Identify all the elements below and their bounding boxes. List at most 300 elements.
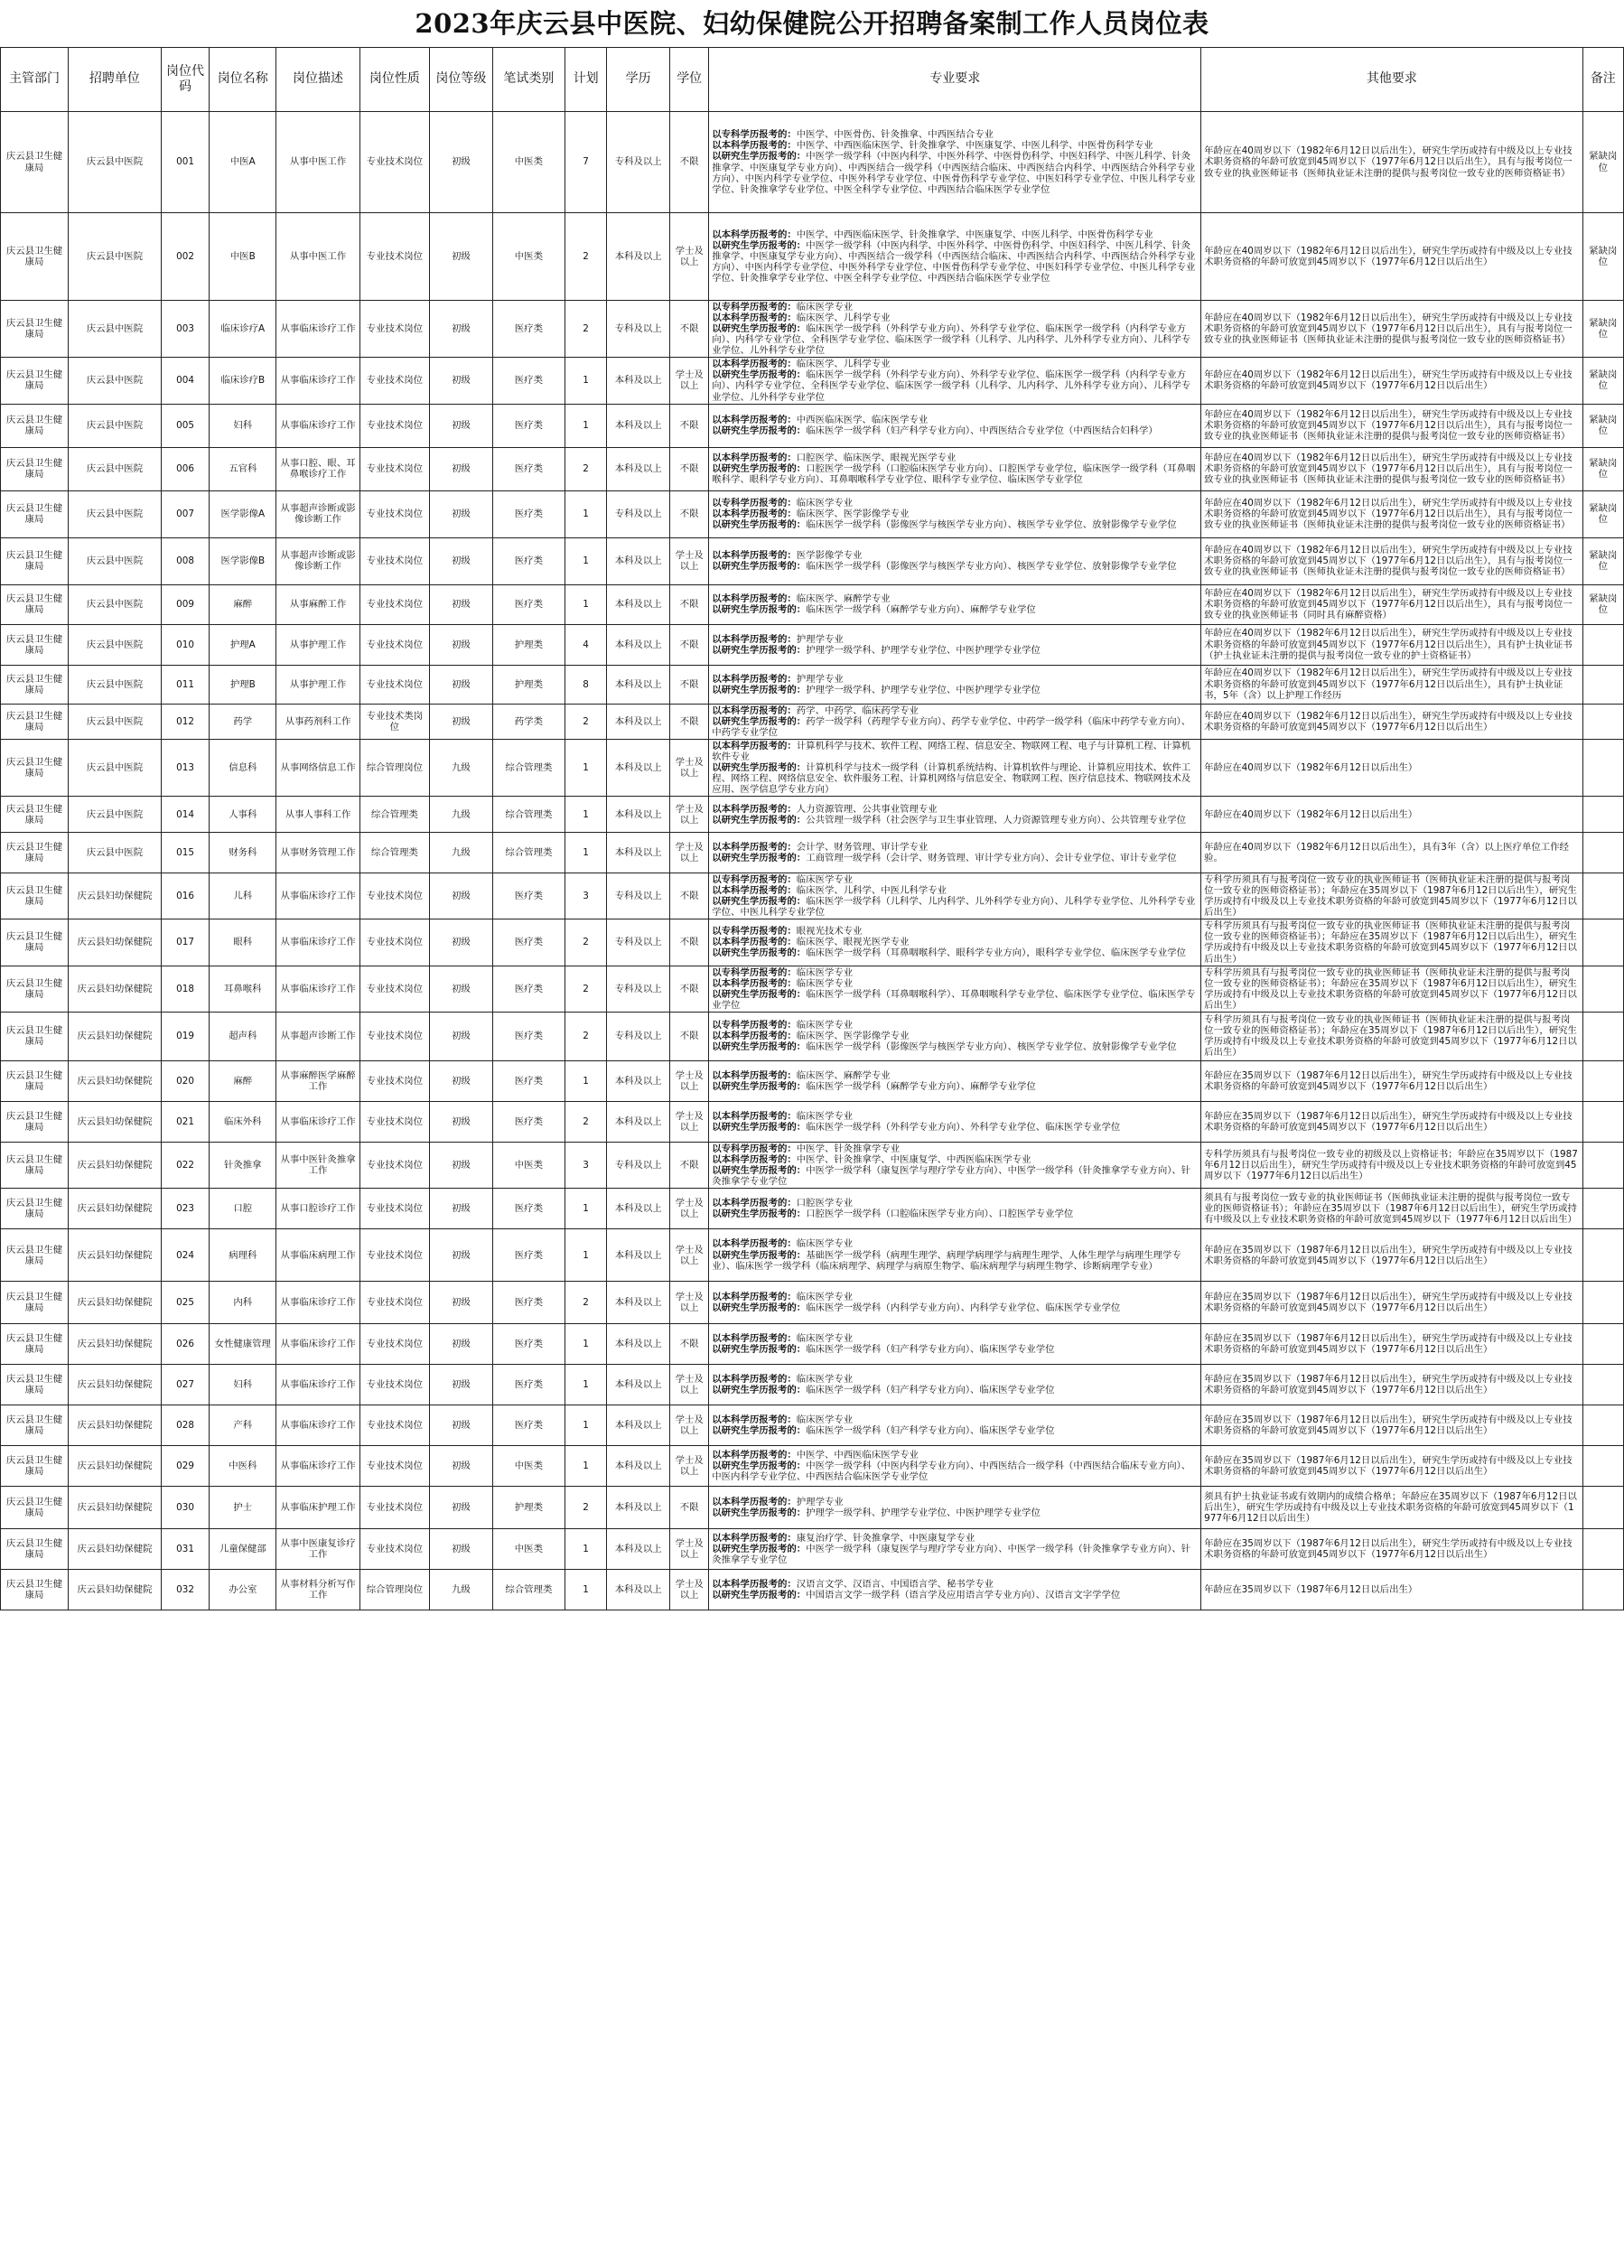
cell-note bbox=[1582, 704, 1623, 739]
column-degree-header: 学位 bbox=[670, 48, 709, 112]
cell-plan: 1 bbox=[565, 537, 606, 584]
table-row bbox=[1, 624, 1624, 665]
cell-code: 031 bbox=[161, 1529, 209, 1570]
cell-other: 专科学历须具有与报考岗位一致专业的执业医师证书（医师执业证未注册的提供与报考岗位一致专业的医师资格证书）；年龄应在35周岁以下（1987年6月12日以后出生），研究生学历或持有中级及以上专业技术职务资格的年龄可放宽到45周岁以下（1977年6月12日以后出生） bbox=[1201, 873, 1583, 919]
cell-name: 医学影像A bbox=[210, 490, 276, 537]
cell-other: 年龄应在40周岁以下（1982年6月12日以后出生），研究生学历或持有中级及以上专业技术职务资格的年龄可放宽到45周岁以下（1977年6月12日以后出生），具有护士执业证书，5年（含）以上护理工作经历 bbox=[1201, 665, 1583, 704]
cell-other: 年龄应在40周岁以下（1982年6月12日以后出生），具有3年（含）以上医疗单位工作经验。 bbox=[1201, 833, 1583, 873]
major-requirement-line bbox=[712, 674, 1198, 685]
cell-note bbox=[1582, 966, 1623, 1012]
cell-name: 五官科 bbox=[210, 447, 276, 490]
table-row bbox=[1, 1405, 1624, 1446]
cell-nature: 专业技术岗位 bbox=[359, 873, 429, 919]
major-requirement-text: 临床医学一级学科（妇产科学专业方向）、临床医学专业学位 bbox=[806, 1385, 1055, 1396]
cell-dept: 庆云县卫生健康局 bbox=[1, 1324, 69, 1365]
cell-desc: 从事网络信息工作 bbox=[276, 739, 360, 796]
cell-desc: 从事材料分析写作工作 bbox=[276, 1570, 360, 1610]
cell-edu: 专科及以上 bbox=[607, 301, 670, 358]
cell-code: 029 bbox=[161, 1446, 209, 1487]
cell-major bbox=[709, 873, 1201, 919]
major-requirement-line bbox=[712, 1122, 1198, 1133]
major-requirement-text: 临床医学专业 bbox=[796, 1414, 854, 1425]
major-requirement-line bbox=[712, 947, 1198, 958]
major-requirement-line bbox=[712, 815, 1198, 826]
cell-code: 026 bbox=[161, 1324, 209, 1365]
cell-name: 内科 bbox=[210, 1282, 276, 1324]
cell-degree: 不限 bbox=[670, 704, 709, 739]
cell-level: 初级 bbox=[429, 1446, 492, 1487]
cell-note bbox=[1582, 1012, 1623, 1060]
major-requirement-text: 临床医学一级学科（麻醉学专业方向）、麻醉学专业学位 bbox=[806, 604, 1036, 616]
major-requirement-text: 中医学、中西医临床医学专业 bbox=[796, 1449, 919, 1461]
cell-other: 年龄应在35周岁以下（1987年6月12日以后出生） bbox=[1201, 1570, 1583, 1610]
major-requirement-lead: 以本科学历报考的： bbox=[712, 1497, 797, 1507]
cell-degree: 学士及以上 bbox=[670, 739, 709, 796]
cell-level: 初级 bbox=[429, 404, 492, 447]
major-requirement-text: 临床医学、医学影像学专业 bbox=[796, 509, 910, 520]
cell-plan: 1 bbox=[565, 1529, 606, 1570]
major-requirement-line bbox=[712, 1425, 1198, 1436]
cell-other: 须具有与报考岗位一致专业的执业医师证书（医师执业证未注册的提供与报考岗位一致专业的医师资格证书）；年龄应在35周岁以下（1987年6月12日以后出生），研究生学历或持有中级及以上专业技术职务资格的年龄可放宽到45周岁以下（1977年6月12日以后出生） bbox=[1201, 1189, 1583, 1229]
major-requirement-line bbox=[712, 240, 1198, 284]
cell-name: 中医科 bbox=[210, 1446, 276, 1487]
cell-exam: 综合管理类 bbox=[492, 833, 565, 873]
cell-dept: 庆云县卫生健康局 bbox=[1, 665, 69, 704]
cell-name: 儿童保健部 bbox=[210, 1529, 276, 1570]
column-code-header: 岗位代码 bbox=[161, 48, 209, 112]
cell-name: 临床诊疗B bbox=[210, 358, 276, 404]
cell-plan: 1 bbox=[565, 1229, 606, 1282]
major-requirement-lead: 以研究生学历报考的： bbox=[712, 1302, 807, 1314]
cell-code: 007 bbox=[161, 490, 209, 537]
cell-exam: 医疗类 bbox=[492, 537, 565, 584]
cell-level: 初级 bbox=[429, 490, 492, 537]
cell-name: 产科 bbox=[210, 1405, 276, 1446]
cell-plan: 3 bbox=[565, 1142, 606, 1188]
major-requirement-text: 口腔医学专业 bbox=[796, 1198, 854, 1209]
cell-note: 紧缺岗位 bbox=[1582, 112, 1623, 213]
cell-nature: 专业技术类岗位 bbox=[359, 704, 429, 739]
cell-nature: 专业技术岗位 bbox=[359, 1142, 429, 1188]
major-requirement-line bbox=[712, 509, 1198, 519]
table-row bbox=[1, 739, 1624, 796]
cell-nature: 专业技术岗位 bbox=[359, 1529, 429, 1570]
cell-code: 005 bbox=[161, 404, 209, 447]
cell-level: 初级 bbox=[429, 1012, 492, 1060]
cell-unit: 庆云县妇幼保健院 bbox=[69, 1446, 162, 1487]
cell-edu: 专科及以上 bbox=[607, 919, 670, 966]
cell-exam: 综合管理类 bbox=[492, 739, 565, 796]
cell-desc: 从事护理工作 bbox=[276, 665, 360, 704]
cell-degree: 学士及以上 bbox=[670, 358, 709, 404]
table-row bbox=[1, 112, 1624, 213]
cell-exam: 医疗类 bbox=[492, 1012, 565, 1060]
cell-code: 016 bbox=[161, 873, 209, 919]
major-requirement-text: 临床医学一级学科（耳鼻咽喉科学、眼科学专业方向），眼科学专业学位、临床医学专业学位 bbox=[806, 947, 1186, 959]
major-requirement-lead: 以专科学历报考的： bbox=[712, 129, 797, 141]
cell-unit: 庆云县妇幼保健院 bbox=[69, 1101, 162, 1142]
major-requirement-text: 基础医学一级学科（病理生理学、病理学病理学与病理生理学、人体生理学与病理生理学专业）、临床医学一级学科（临床病理学、病理学与病原生物学、临床病理学与病理生物学、诊断病理学专业） bbox=[712, 1249, 1181, 1272]
cell-desc: 从事临床诊疗工作 bbox=[276, 1446, 360, 1487]
cell-level: 初级 bbox=[429, 447, 492, 490]
cell-major bbox=[709, 358, 1201, 404]
major-requirement-text: 临床医学、麻醉学专业 bbox=[796, 1069, 891, 1081]
major-requirement-lead: 以研究生学历报考的： bbox=[712, 1164, 807, 1176]
major-requirement-line bbox=[712, 967, 1198, 978]
major-requirement-line bbox=[712, 1292, 1198, 1302]
cell-edu: 专科及以上 bbox=[607, 490, 670, 537]
cell-major bbox=[709, 704, 1201, 739]
cell-dept: 庆云县卫生健康局 bbox=[1, 1446, 69, 1487]
cell-degree: 不限 bbox=[670, 1324, 709, 1365]
cell-nature: 专业技术岗位 bbox=[359, 624, 429, 665]
cell-major bbox=[709, 919, 1201, 966]
cell-plan: 1 bbox=[565, 797, 606, 833]
cell-name: 中医B bbox=[210, 213, 276, 301]
major-requirement-lead: 以研究生学历报考的： bbox=[712, 684, 807, 695]
major-requirement-lead: 以研究生学历报考的： bbox=[712, 1425, 807, 1437]
cell-level: 初级 bbox=[429, 301, 492, 358]
cell-edu: 本科及以上 bbox=[607, 739, 670, 796]
cell-plan: 2 bbox=[565, 447, 606, 490]
major-requirement-text: 公共管理一级学科（社会医学与卫生事业管理、人力资源管理专业方向）、公共管理专业学位 bbox=[806, 814, 1186, 826]
cell-degree: 不限 bbox=[670, 966, 709, 1012]
cell-major bbox=[709, 1365, 1201, 1405]
cell-degree: 不限 bbox=[670, 665, 709, 704]
cell-other: 年龄应在40周岁以下（1982年6月12日以后出生），研究生学历或持有中级及以上专业技术职务资格的年龄可放宽到45周岁以下（1977年6月12日以后出生） bbox=[1201, 704, 1583, 739]
cell-desc: 从事临床诊疗工作 bbox=[276, 873, 360, 919]
cell-name: 妇科 bbox=[210, 1365, 276, 1405]
major-requirement-line bbox=[712, 645, 1198, 656]
cell-level: 初级 bbox=[429, 1529, 492, 1570]
cell-edu: 专科及以上 bbox=[607, 873, 670, 919]
major-requirement-lead: 以研究生学历报考的： bbox=[712, 239, 807, 251]
major-requirement-text: 临床医学、麻醉学专业 bbox=[796, 593, 891, 604]
cell-code: 010 bbox=[161, 624, 209, 665]
cell-desc: 从事临床诊疗工作 bbox=[276, 1282, 360, 1324]
cell-code: 006 bbox=[161, 447, 209, 490]
cell-degree: 学士及以上 bbox=[670, 1101, 709, 1142]
major-requirement-lead: 以研究生学历报考的： bbox=[712, 604, 807, 616]
cell-nature: 专业技术岗位 bbox=[359, 1101, 429, 1142]
cell-plan: 1 bbox=[565, 1446, 606, 1487]
cell-level: 初级 bbox=[429, 1060, 492, 1101]
major-requirement-line bbox=[712, 1414, 1198, 1425]
cell-code: 001 bbox=[161, 112, 209, 213]
cell-major bbox=[709, 1446, 1201, 1487]
major-requirement-lead: 以研究生学历报考的： bbox=[712, 1590, 807, 1601]
major-requirement-line bbox=[712, 1450, 1198, 1461]
table-row bbox=[1, 1324, 1624, 1365]
major-requirement-lead: 以本科学历报考的： bbox=[712, 633, 797, 645]
cell-level: 初级 bbox=[429, 1365, 492, 1405]
table-row bbox=[1, 704, 1624, 739]
major-requirement-line bbox=[712, 1209, 1198, 1219]
cell-exam: 药学类 bbox=[492, 704, 565, 739]
cell-nature: 综合管理类 bbox=[359, 797, 429, 833]
major-requirement-line bbox=[712, 1302, 1198, 1313]
cell-edu: 本科及以上 bbox=[607, 665, 670, 704]
major-requirement-text: 临床医学专业 bbox=[796, 1020, 854, 1031]
cell-note bbox=[1582, 1405, 1623, 1446]
cell-exam: 医疗类 bbox=[492, 584, 565, 624]
cell-degree: 不限 bbox=[670, 1012, 709, 1060]
cell-unit: 庆云县中医院 bbox=[69, 490, 162, 537]
cell-nature: 专业技术岗位 bbox=[359, 404, 429, 447]
cell-edu: 本科及以上 bbox=[607, 1060, 670, 1101]
cell-desc: 从事麻醉医学麻醉工作 bbox=[276, 1060, 360, 1101]
cell-level: 初级 bbox=[429, 1282, 492, 1324]
cell-other: 年龄应在35周岁以下（1987年6月12日以后出生），研究生学历或持有中级及以上专业技术职务资格的年龄可放宽到45周岁以下（1977年6月12日以后出生） bbox=[1201, 1282, 1583, 1324]
cell-name: 人事科 bbox=[210, 797, 276, 833]
major-requirement-line bbox=[712, 634, 1198, 645]
major-requirement-text: 护理学专业 bbox=[796, 1497, 844, 1507]
cell-level: 九级 bbox=[429, 797, 492, 833]
cell-note bbox=[1582, 797, 1623, 833]
major-requirement-line bbox=[712, 762, 1198, 795]
cell-major bbox=[709, 1282, 1201, 1324]
cell-level: 初级 bbox=[429, 1405, 492, 1446]
cell-unit: 庆云县妇幼保健院 bbox=[69, 1570, 162, 1610]
major-requirement-line bbox=[712, 842, 1198, 853]
major-requirement-text: 护理学一级学科、护理学专业学位、中医护理学专业学位 bbox=[806, 644, 1041, 656]
cell-edu: 本科及以上 bbox=[607, 1101, 670, 1142]
major-requirement-lead: 以本科学历报考的： bbox=[712, 593, 797, 604]
cell-major bbox=[709, 739, 1201, 796]
cell-nature: 专业技术岗位 bbox=[359, 1012, 429, 1060]
cell-desc: 从事临床诊疗工作 bbox=[276, 919, 360, 966]
cell-desc: 从事临床诊疗工作 bbox=[276, 301, 360, 358]
major-requirement-lead: 以研究生学历报考的： bbox=[712, 1385, 807, 1396]
major-requirement-line bbox=[712, 302, 1198, 313]
major-requirement-lead: 以本科学历报考的： bbox=[712, 740, 797, 751]
major-requirement-line bbox=[712, 323, 1198, 356]
cell-desc: 从事人事科工作 bbox=[276, 797, 360, 833]
cell-edu: 本科及以上 bbox=[607, 447, 670, 490]
table-row bbox=[1, 404, 1624, 447]
major-requirement-line bbox=[712, 885, 1198, 896]
major-requirement-line bbox=[712, 1111, 1198, 1122]
major-requirement-lead: 以本科学历报考的： bbox=[712, 705, 797, 716]
cell-unit: 庆云县中医院 bbox=[69, 584, 162, 624]
major-requirement-line bbox=[712, 705, 1198, 716]
major-requirement-text: 中医学、中医骨伤、针灸推拿、中西医结合专业 bbox=[796, 129, 994, 141]
cell-exam: 医疗类 bbox=[492, 1189, 565, 1229]
cell-nature: 专业技术岗位 bbox=[359, 537, 429, 584]
cell-name: 临床外科 bbox=[210, 1101, 276, 1142]
cell-exam: 医疗类 bbox=[492, 1365, 565, 1405]
major-requirement-lead: 以本科学历报考的： bbox=[712, 1198, 797, 1209]
column-nature-header: 岗位性质 bbox=[359, 48, 429, 112]
cell-dept: 庆云县卫生健康局 bbox=[1, 919, 69, 966]
major-requirement-lead: 以本科学历报考的： bbox=[712, 1238, 797, 1250]
cell-unit: 庆云县妇幼保健院 bbox=[69, 1405, 162, 1446]
cell-dept: 庆云县卫生健康局 bbox=[1, 1405, 69, 1446]
cell-major bbox=[709, 1405, 1201, 1446]
cell-desc: 从事临床诊疗工作 bbox=[276, 1324, 360, 1365]
cell-exam: 综合管理类 bbox=[492, 797, 565, 833]
major-requirement-text: 临床医学一级学科（外科学专业方向）、外科学专业学位、临床医学一级学科（内科学专业方向）、内科学专业学位、全科医学专业学位、临床医学一级学科（儿科学、儿内科学、儿外科学专业方向）、儿科学专业学位、儿外科学专业学位 bbox=[712, 369, 1191, 403]
major-requirement-text: 口腔医学一级学科（口腔临床医学专业方向）、口腔医学专业学位 bbox=[806, 1209, 1074, 1220]
cell-level: 九级 bbox=[429, 739, 492, 796]
cell-level: 初级 bbox=[429, 665, 492, 704]
cell-nature: 专业技术岗位 bbox=[359, 1446, 429, 1487]
cell-level: 初级 bbox=[429, 358, 492, 404]
major-requirement-text: 会计学、财务管理、审计学专业 bbox=[796, 842, 929, 853]
cell-code: 020 bbox=[161, 1060, 209, 1101]
cell-degree: 不限 bbox=[670, 919, 709, 966]
cell-nature: 专业技术岗位 bbox=[359, 966, 429, 1012]
cell-edu: 本科及以上 bbox=[607, 213, 670, 301]
cell-exam: 医疗类 bbox=[492, 358, 565, 404]
major-requirement-line bbox=[712, 425, 1198, 436]
column-major-header: 专业要求 bbox=[709, 48, 1201, 112]
cell-note bbox=[1582, 1060, 1623, 1101]
cell-unit: 庆云县中医院 bbox=[69, 739, 162, 796]
cell-unit: 庆云县中医院 bbox=[69, 404, 162, 447]
major-requirement-text: 中医学一级学科（中医内科学专业方向）、中西医结合一级学科（中西医结合临床专业方向）、中医内科学专业学位、中西医结合临床医学专业学位 bbox=[712, 1461, 1191, 1483]
cell-desc: 从事临床护理工作 bbox=[276, 1487, 360, 1529]
cell-note bbox=[1582, 1570, 1623, 1610]
cell-major bbox=[709, 1229, 1201, 1282]
cell-unit: 庆云县中医院 bbox=[69, 537, 162, 584]
major-requirement-line bbox=[712, 1250, 1198, 1272]
cell-major bbox=[709, 833, 1201, 873]
major-requirement-line bbox=[712, 498, 1198, 509]
major-requirement-line bbox=[712, 140, 1198, 151]
major-requirement-text: 康复治疗学、针灸推拿学、中医康复学专业 bbox=[796, 1532, 975, 1544]
cell-edu: 本科及以上 bbox=[607, 624, 670, 665]
cell-degree: 不限 bbox=[670, 404, 709, 447]
major-requirement-lead: 以研究生学历报考的： bbox=[712, 1507, 807, 1519]
cell-plan: 1 bbox=[565, 1189, 606, 1229]
table-row bbox=[1, 966, 1624, 1012]
major-requirement-lead: 以研究生学历报考的： bbox=[712, 715, 807, 727]
table-row bbox=[1, 1229, 1624, 1282]
column-name-header: 岗位名称 bbox=[210, 48, 276, 112]
cell-other: 专科学历须具有与报考岗位一致专业的执业医师证书（医师执业证未注册的提供与报考岗位一致专业的医师资格证书）；年龄应在35周岁以下（1987年6月12日以后出生），研究生学历或持有中级及以上专业技术职务资格的年龄可放宽到45周岁以下（1977年6月12日以后出生） bbox=[1201, 1012, 1583, 1060]
cell-level: 初级 bbox=[429, 919, 492, 966]
cell-note bbox=[1582, 1446, 1623, 1487]
cell-dept: 庆云县卫生健康局 bbox=[1, 584, 69, 624]
cell-desc: 从事临床诊疗工作 bbox=[276, 404, 360, 447]
cell-major bbox=[709, 213, 1201, 301]
cell-edu: 专科及以上 bbox=[607, 112, 670, 213]
major-requirement-lead: 以研究生学历报考的： bbox=[712, 988, 807, 1000]
cell-nature: 综合管理岗位 bbox=[359, 739, 429, 796]
major-requirement-lead: 以本科学历报考的： bbox=[712, 1110, 797, 1122]
table-row bbox=[1, 213, 1624, 301]
cell-note: 紧缺岗位 bbox=[1582, 404, 1623, 447]
cell-major bbox=[709, 1324, 1201, 1365]
cell-desc: 从事超声诊断或影像诊断工作 bbox=[276, 537, 360, 584]
cell-other: 年龄应在35周岁以下（1987年6月12日以后出生），研究生学历或持有中级及以上专业技术职务资格的年龄可放宽到45周岁以下（1977年6月12日以后出生） bbox=[1201, 1229, 1583, 1282]
major-requirement-lead: 以本科学历报考的： bbox=[712, 452, 797, 463]
cell-name: 口腔 bbox=[210, 1189, 276, 1229]
major-requirement-lead: 以本科学历报考的： bbox=[712, 1374, 797, 1385]
major-requirement-lead: 以本科学历报考的： bbox=[712, 1579, 797, 1590]
cell-dept: 庆云县卫生健康局 bbox=[1, 739, 69, 796]
major-requirement-lead: 以研究生学历报考的： bbox=[712, 519, 807, 531]
cell-degree: 学士及以上 bbox=[670, 1570, 709, 1610]
cell-degree: 学士及以上 bbox=[670, 1189, 709, 1229]
cell-dept: 庆云县卫生健康局 bbox=[1, 1282, 69, 1324]
major-requirement-line bbox=[712, 229, 1198, 240]
cell-desc: 从事临床诊疗工作 bbox=[276, 1365, 360, 1405]
column-desc-header: 岗位描述 bbox=[276, 48, 360, 112]
cell-edu: 本科及以上 bbox=[607, 404, 670, 447]
cell-name: 耳鼻喉科 bbox=[210, 966, 276, 1012]
cell-major bbox=[709, 1487, 1201, 1529]
cell-desc: 从事麻醉工作 bbox=[276, 584, 360, 624]
major-requirement-lead: 以研究生学历报考的： bbox=[712, 369, 807, 381]
cell-desc: 从事超声诊断工作 bbox=[276, 1012, 360, 1060]
cell-plan: 2 bbox=[565, 1282, 606, 1324]
cell-note bbox=[1582, 1189, 1623, 1229]
cell-desc: 从事中医康复诊疗工作 bbox=[276, 1529, 360, 1570]
major-requirement-line bbox=[712, 151, 1198, 194]
cell-note: 紧缺岗位 bbox=[1582, 213, 1623, 301]
major-requirement-text: 临床医学、医学影像学专业 bbox=[796, 1031, 910, 1042]
cell-dept: 庆云县卫生健康局 bbox=[1, 1529, 69, 1570]
cell-note: 紧缺岗位 bbox=[1582, 301, 1623, 358]
cell-desc: 从事护理工作 bbox=[276, 624, 360, 665]
major-requirement-line bbox=[712, 926, 1198, 937]
cell-other: 年龄应在35周岁以下（1987年6月12日以后出生），研究生学历或持有中级及以上专业技术职务资格的年龄可放宽到45周岁以下（1977年6月12日以后出生） bbox=[1201, 1101, 1583, 1142]
cell-name: 医学影像B bbox=[210, 537, 276, 584]
major-requirement-line bbox=[712, 1544, 1198, 1565]
major-requirement-lead: 以本科学历报考的： bbox=[712, 673, 797, 685]
major-requirement-line bbox=[712, 1081, 1198, 1092]
major-requirement-lead: 以本科学历报考的： bbox=[712, 140, 797, 152]
cell-degree: 学士及以上 bbox=[670, 1529, 709, 1570]
cell-code: 002 bbox=[161, 213, 209, 301]
cell-code: 003 bbox=[161, 301, 209, 358]
cell-major bbox=[709, 1012, 1201, 1060]
major-requirement-lead: 以研究生学历报考的： bbox=[712, 425, 807, 437]
cell-exam: 医疗类 bbox=[492, 1060, 565, 1101]
major-requirement-lead: 以研究生学历报考的： bbox=[712, 323, 807, 335]
cell-desc: 从事临床诊疗工作 bbox=[276, 1405, 360, 1446]
cell-desc: 从事药剂科工作 bbox=[276, 704, 360, 739]
cell-name: 中医A bbox=[210, 112, 276, 213]
cell-degree: 不限 bbox=[670, 1487, 709, 1529]
major-requirement-text: 临床医学、儿科学专业 bbox=[796, 359, 891, 370]
major-requirement-lead: 以专科学历报考的： bbox=[712, 497, 797, 509]
cell-edu: 本科及以上 bbox=[607, 1529, 670, 1570]
recruitment-table bbox=[0, 47, 1624, 1610]
major-requirement-text: 临床医学专业 bbox=[796, 874, 854, 886]
cell-unit: 庆云县妇幼保健院 bbox=[69, 1142, 162, 1188]
cell-edu: 本科及以上 bbox=[607, 584, 670, 624]
cell-name: 财务科 bbox=[210, 833, 276, 873]
table-row bbox=[1, 833, 1624, 873]
cell-desc: 从事口腔诊疗工作 bbox=[276, 1189, 360, 1229]
major-requirement-text: 中医学、中西医临床医学、针灸推拿学、中医康复学、中医儿科学、中医骨伤科学专业 bbox=[796, 140, 1153, 152]
major-requirement-line bbox=[712, 716, 1198, 738]
major-requirement-lead: 以专科学历报考的： bbox=[712, 874, 797, 886]
cell-note: 紧缺岗位 bbox=[1582, 447, 1623, 490]
major-requirement-lead: 以本科学历报考的： bbox=[712, 803, 797, 815]
major-requirement-text: 口腔医学一级学科（口腔临床医学专业方向）、口腔医学专业学位，临床医学一级学科（耳鼻咽喉科学、眼科学专业方向）、耳鼻咽喉科学专业学位、眼科学专业学位、临床医学专业学位 bbox=[712, 463, 1196, 486]
major-requirement-lead: 以研究生学历报考的： bbox=[712, 814, 807, 826]
cell-major bbox=[709, 1189, 1201, 1229]
major-requirement-line bbox=[712, 1041, 1198, 1052]
cell-plan: 1 bbox=[565, 1365, 606, 1405]
cell-other: 专科学历须具有与报考岗位一致专业的执业医师证书（医师执业证未注册的提供与报考岗位一致专业的医师资格证书）；年龄应在35周岁以下（1987年6月12日以后出生），研究生学历或持有中级及以上专业技术职务资格的年龄可放宽到45周岁以下（1977年6月12日以后出生） bbox=[1201, 966, 1583, 1012]
cell-nature: 专业技术岗位 bbox=[359, 213, 429, 301]
cell-plan: 3 bbox=[565, 873, 606, 919]
